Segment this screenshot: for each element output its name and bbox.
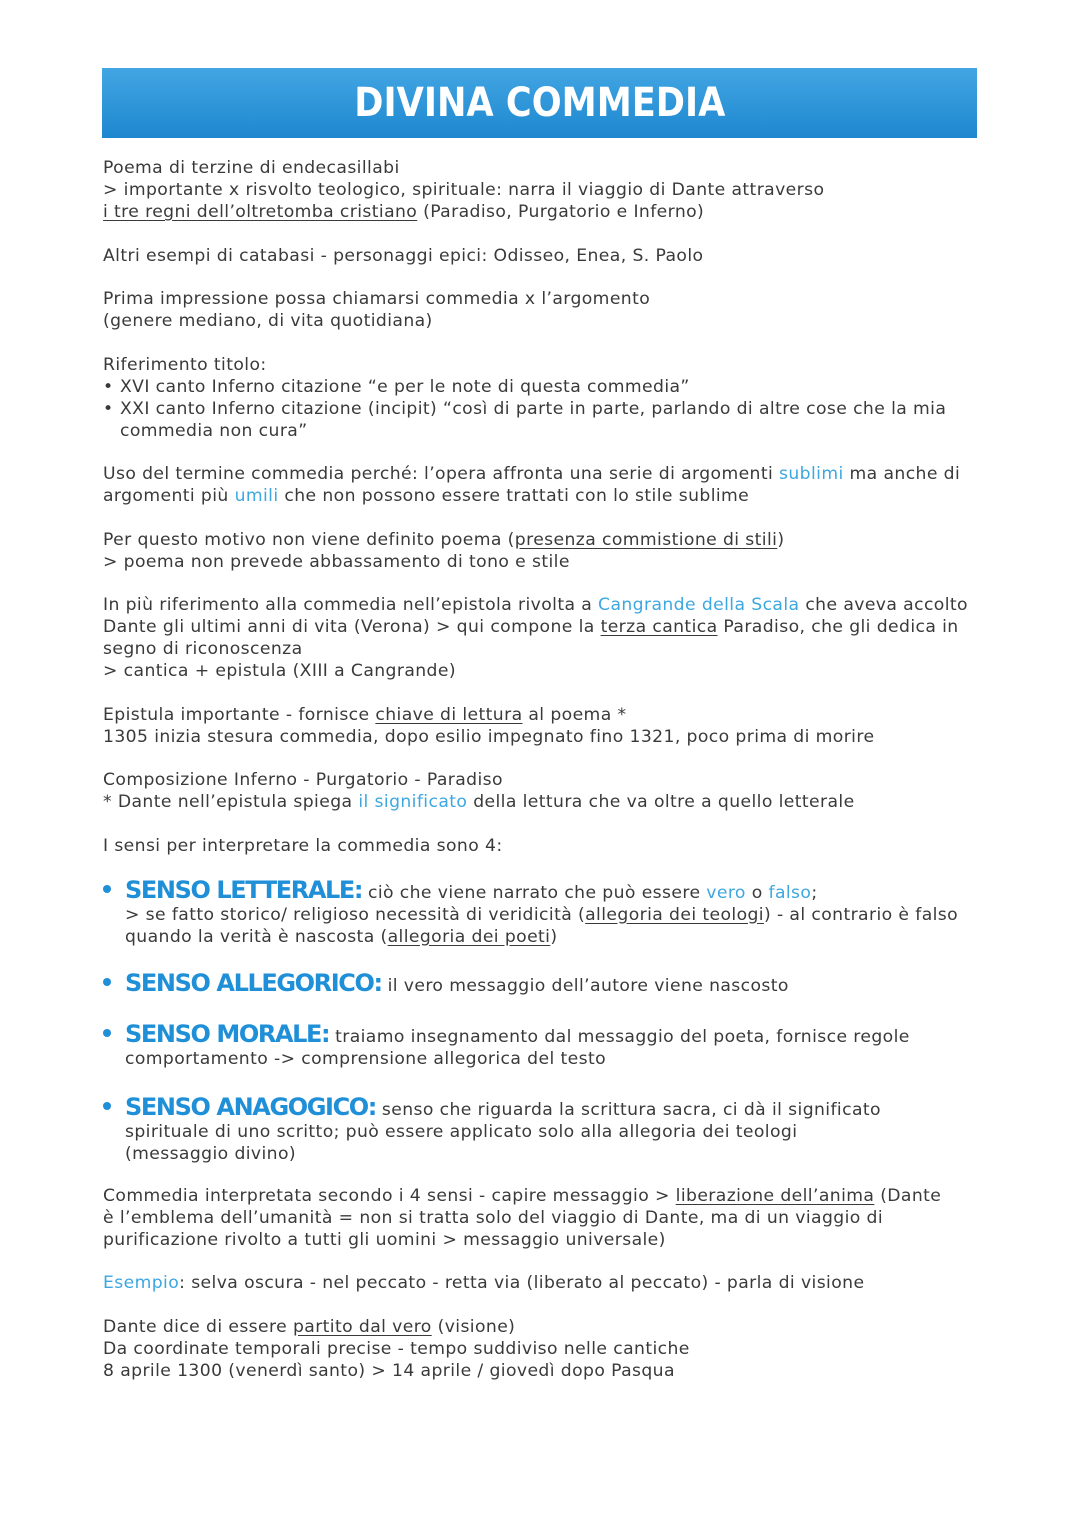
sense-heading: SENSO MORALE:	[125, 1019, 330, 1048]
title-banner	[102, 68, 977, 138]
composition-line-1: Composizione Inferno - Purgatorio - Paradiso	[103, 770, 503, 790]
page-title: DIVINA COMMEDIA	[353, 80, 726, 126]
sense-text: ciò che viene narrato che può essere	[362, 882, 707, 903]
example-paragraph	[103, 1272, 1003, 1294]
senses-list	[103, 877, 1003, 1165]
term-usage-text: Uso del termine commedia perché: l’opera affronta una serie di argomenti	[103, 464, 780, 484]
intro-line-1: Poema di terzine di endecasillabi	[103, 158, 400, 178]
epistola-text: In più riferimento alla commedia nell’epistola rivolta a	[103, 595, 599, 615]
intro-underline: i tre regni dell’oltretomba cristiano	[103, 202, 418, 222]
highlight-falso: falso	[768, 882, 812, 903]
sense-morale	[103, 1021, 940, 1070]
sense-heading: SENSO ANAGOGICO:	[125, 1092, 376, 1121]
list-item: • XVI canto Inferno citazione “e per le note di questa commedia”	[103, 376, 1003, 398]
underline-commistione: presenza commistione di stili	[514, 529, 778, 550]
underline-partito-vero: partito dal vero	[292, 1316, 432, 1337]
sense-text: > se fatto storico/ religioso necessità di veridicità (	[125, 904, 586, 925]
interpretation-text: (Dante è l’emblema dell’umanità = non si tratta solo del viaggio di Dante, ma di un viaggio di purificazione rivolto a tutti gli uomini > messaggio universale)	[103, 1185, 942, 1250]
sense-anagogico	[103, 1094, 900, 1165]
underline-chiave-lettura: chiave di lettura	[375, 704, 523, 725]
poem-definition-text: )	[777, 529, 785, 550]
underline-terza-cantica: terza cantica	[600, 617, 718, 637]
underline-liberazione: liberazione dell’anima	[675, 1185, 875, 1206]
term-usage-text: ma anche di argomenti più	[103, 464, 961, 506]
interpretation-text: Commedia interpretata secondo i 4 sensi - capire messaggio >	[103, 1185, 676, 1206]
sense-text: il vero messaggio dell’autore viene nascosto	[381, 975, 789, 996]
intro-paragraph	[103, 157, 1003, 223]
bullet-dot	[103, 1029, 111, 1037]
poem-definition-paragraph	[103, 529, 1003, 573]
underline-allegoria-poeti: allegoria dei poeti	[387, 926, 551, 947]
composition-text: della lettura che va oltre a quello letterale	[467, 792, 855, 812]
epistula-line-2: 1305 inizia stesura commedia, dopo esilio impegnato fino 1321, poco prima di morire	[103, 726, 875, 747]
senses-intro: I sensi per interpretare la commedia sono 4:	[103, 835, 503, 856]
impression-line-2: (genere mediano, di vita quotidiana)	[103, 311, 433, 331]
vision-line-2: Da coordinate temporali precise - tempo suddiviso nelle cantiche	[103, 1338, 690, 1359]
highlight-significato: il significato	[358, 792, 468, 812]
sense-allegorico	[103, 970, 1003, 997]
sense-text: )	[550, 926, 558, 947]
composition-paragraph	[103, 769, 1003, 813]
example-text: : selva oscura - nel peccato - retta via (liberato al peccato) - parla di visione	[179, 1273, 865, 1293]
epistula-text: al poema *	[522, 704, 627, 725]
sense-text: traiamo insegnamento dal messaggio del poeta, fornisce regole comportamento -> comprensione allegorica del testo	[125, 1026, 910, 1069]
list-item: • XXI canto Inferno citazione (incipit) “così di parte in parte, parlando di altre cose che la mia commedia non cura”	[103, 398, 982, 442]
vision-text: (visione)	[431, 1316, 516, 1337]
intro-line-2: > importante x risvolto teologico, spirituale: narra il viaggio di Dante attraverso	[103, 180, 825, 200]
sense-text: ;	[811, 882, 818, 903]
intro-line-3-rest: (Paradiso, Purgatorio e Inferno)	[417, 202, 705, 222]
impression-paragraph	[103, 288, 1003, 332]
title-reference-list	[103, 376, 1003, 442]
epistola-text: Paradiso, che gli dedica in segno di riconoscenza	[103, 617, 959, 659]
highlight-cangrande: Cangrande della Scala	[598, 595, 800, 615]
interpretation-paragraph	[103, 1185, 953, 1251]
vision-line-3: 8 aprile 1300 (venerdì santo) > 14 aprile / giovedì dopo Pasqua	[103, 1360, 675, 1381]
highlight-vero: vero	[706, 882, 746, 903]
highlight-sublimi: sublimi	[779, 464, 844, 484]
sense-heading: SENSO LETTERALE:	[125, 875, 363, 904]
epistola-line-4: > cantica + epistula (XIII a Cangrande)	[103, 661, 456, 681]
sense-letterale-detail	[125, 904, 970, 948]
poem-definition-text: Per questo motivo non viene definito poema (	[103, 529, 515, 550]
catabasi-paragraph: Altri esempi di catabasi - personaggi epici: Odisseo, Enea, S. Paolo	[103, 245, 704, 266]
sense-text: ) - al contrario è falso quando la verità è nascosta (	[125, 904, 959, 947]
highlight-umili: umili	[234, 486, 279, 506]
bullet-dot	[103, 1102, 111, 1110]
impression-line-1: Prima impressione possa chiamarsi commedia x l’argomento	[103, 289, 651, 309]
sense-text: senso che riguarda la scrittura sacra, ci dà il significato spirituale di uno scritto; può essere applicato solo alla allegoria dei teologi (messaggio divino)	[125, 1099, 881, 1164]
poem-definition-line-2: > poema non prevede abbassamento di tono e stile	[103, 551, 570, 572]
sense-text: o	[745, 882, 769, 903]
vision-paragraph	[103, 1316, 1003, 1382]
notes-body	[103, 157, 1003, 1403]
epistola-paragraph	[103, 594, 978, 682]
sense-heading: SENSO ALLEGORICO:	[125, 968, 382, 997]
sense-letterale	[103, 877, 970, 948]
term-usage-paragraph	[103, 463, 963, 507]
bullet-dot	[103, 885, 111, 893]
composition-text: * Dante nell’epistula spiega	[103, 792, 359, 812]
title-reference-block	[103, 354, 1003, 442]
epistula-text: Epistula importante - fornisce	[103, 704, 376, 725]
underline-allegoria-teologi: allegoria dei teologi	[585, 904, 764, 925]
title-reference-heading: Riferimento titolo:	[103, 354, 267, 375]
highlight-esempio: Esempio	[103, 1273, 180, 1293]
bullet-dot	[103, 978, 111, 986]
epistola-text: che aveva accolto Dante gli ultimi anni di vita (Verona) > qui compone la	[103, 595, 968, 637]
vision-text: Dante dice di essere	[103, 1316, 293, 1337]
term-usage-text: che non possono essere trattati con lo stile sublime	[278, 486, 750, 506]
epistula-importance-paragraph	[103, 704, 1003, 748]
